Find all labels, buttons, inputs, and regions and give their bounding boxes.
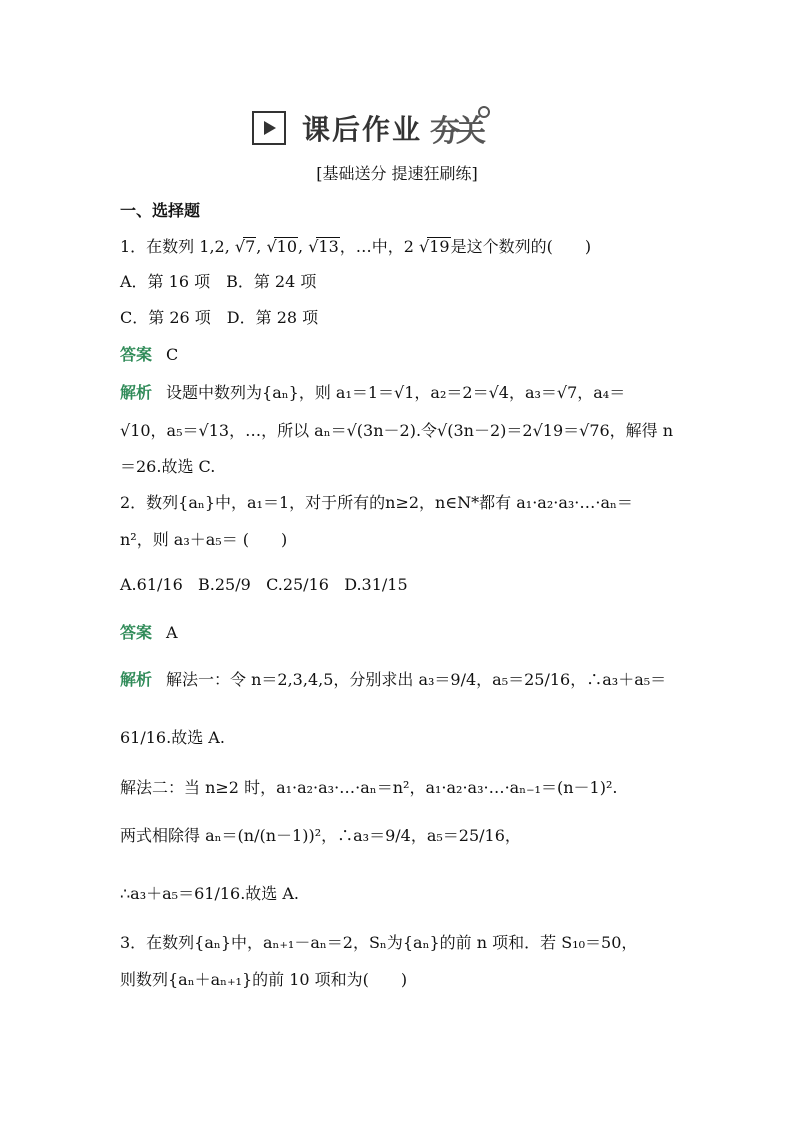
q2-method1-text-1: 解法一：令 n＝2,3,4,5，分别求出 a₃＝9/4，a₅＝25/16，∴a₃＋a₅＝ xyxy=(166,670,667,689)
q2-option-b: B.25/9 xyxy=(198,575,251,594)
q2-option-c: C.25/16 xyxy=(266,575,329,594)
q1-answer-value: C xyxy=(166,345,179,364)
q1-analysis-2: √10，a₅＝√13，…，所以 aₙ＝√(3n－2).令√(3n－2)＝2√19＝√76，解得 n xyxy=(120,421,674,440)
q1-analysis-text-1: 设题中数列为{aₙ}，则 a₁＝1＝√1，a₂＝2＝√4，a₃＝√7，a₄＝ xyxy=(166,383,626,402)
q1-answer xyxy=(120,345,178,365)
q1-analysis-1 xyxy=(120,383,625,403)
answer-label: 答案 xyxy=(120,345,153,364)
q2-options xyxy=(120,575,408,595)
q2-option-d: D.31/15 xyxy=(344,575,408,594)
q2-option-a: A.61/16 xyxy=(120,575,183,594)
page-header xyxy=(252,106,482,150)
analysis-label: 解析 xyxy=(120,383,153,402)
q2-method2-1: 解法二：当 n≥2 时，a₁·a₂·a₃·…·aₙ＝n²，a₁·a₂·a₃·…·aₙ₋₁＝(n－1)². xyxy=(120,778,618,797)
q2-method1-1 xyxy=(120,670,666,690)
q3-stem-1: 3．在数列{aₙ}中，aₙ₊₁－aₙ＝2，Sₙ为{aₙ}的前 n 项和．若 S₁₀＝50， xyxy=(120,933,638,952)
q2-method2-2: 两式相除得 aₙ＝(n/(n－1))²，∴a₃＝9/4，a₅＝25/16， xyxy=(120,826,521,845)
page-subtitle: [基础送分 提速狂刷练] xyxy=(316,164,478,183)
analysis-label: 解析 xyxy=(120,670,153,689)
q2-stem-2: n²，则 a₃＋a₅＝ ( ) xyxy=(120,530,288,549)
play-icon xyxy=(252,111,286,145)
q1-stem: 1．在数列 1,2, √ 7, √ 10, √ 13，…中，2 √ 19是这个数列的( ) xyxy=(120,237,591,257)
page-title: 课后作业 xyxy=(302,113,423,146)
q2-method2-3: ∴a₃＋a₅＝61/16.故选 A. xyxy=(120,884,300,903)
q2-answer-value: A xyxy=(166,623,178,642)
q1-stem-c: 是这个数列的( ) xyxy=(450,237,592,256)
q1-analysis-3: ＝26.故选 C. xyxy=(120,457,216,476)
q1-options-2: C．第 26 项 D．第 28 项 xyxy=(120,308,319,327)
answer-label: 答案 xyxy=(120,623,153,642)
q3-stem-2: 则数列{aₙ＋aₙ₊₁}的前 10 项和为( ) xyxy=(120,970,408,989)
q2-stem-1: 2．数列{aₙ}中，a₁＝1，对于所有的n≥2，n∈N*都有 a₁·a₂·a₃·…·aₙ＝ xyxy=(120,493,633,512)
q1-options-1: A．第 16 项 B．第 24 项 xyxy=(120,272,317,291)
brand-logo xyxy=(430,106,482,150)
q1-stem-b: ，…中，2 xyxy=(339,237,414,256)
q1-stem-a: 1．在数列 1,2, xyxy=(120,237,230,256)
brand-logo-text: 夯关 xyxy=(430,114,483,149)
q2-method1-2: 61/16.故选 A. xyxy=(120,728,225,747)
section-title: 一、选择题 xyxy=(120,201,201,220)
q2-answer xyxy=(120,623,178,643)
